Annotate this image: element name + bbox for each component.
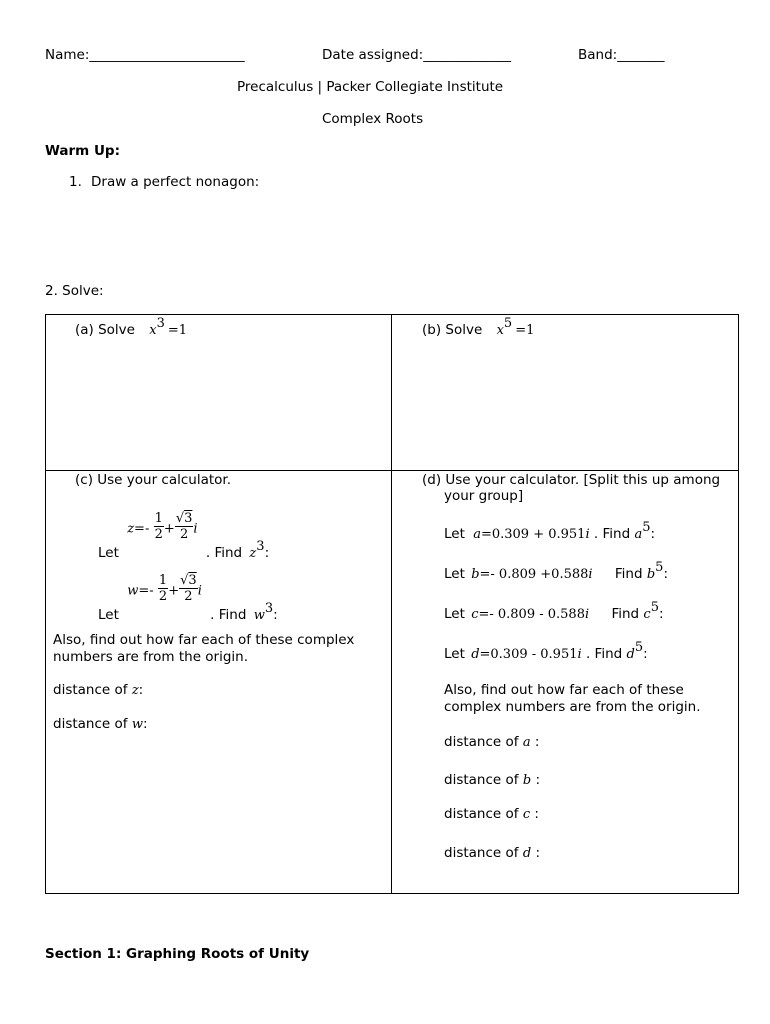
cell-d-let-c: Let c=- 0.809 - 0.588i Find $c^5$: <box>444 600 664 622</box>
cell-d-distance-b: distance of b : <box>444 772 540 788</box>
warmup-heading: Warm Up: <box>45 143 120 159</box>
item-1-number: 1. <box>69 174 82 190</box>
cell-c-label: (c) Use your calculator. <box>75 472 232 488</box>
cell-d-label-line1: (d) Use your calculator. [Split this up among <box>422 472 721 488</box>
cell-c-also-line2: numbers are from the origin. <box>53 649 249 665</box>
cell-c-distance-z: distance of z: <box>53 682 144 698</box>
cell-d-let-a: Let a=0.309 + 0.951i . Find $a^5$: <box>444 520 656 542</box>
cell-b-label: (b) Solve $x^5 =1$ <box>422 316 535 338</box>
cell-d-label-line2: your group] <box>444 488 524 504</box>
table-vertical-divider <box>391 314 392 894</box>
cell-d-distance-d: distance of d : <box>444 845 540 861</box>
date-assigned-label: Date assigned:_____________ <box>322 47 511 63</box>
worksheet-title: Complex Roots <box>322 111 424 127</box>
item-2-text: 2. Solve: <box>45 283 104 299</box>
cell-d-distance-c: distance of c : <box>444 806 539 822</box>
cell-c-also-line1: Also, find out how far each of these complex <box>53 632 355 648</box>
band-label: Band:_______ <box>578 47 665 63</box>
cell-c-distance-w: distance of w: <box>53 716 148 732</box>
cell-d-also-line1: Also, find out how far each of these <box>444 682 684 698</box>
cell-d-let-b: Let b=- 0.809 +0.588i Find $b^5$: <box>444 560 668 582</box>
cell-a-label: (a) Solve $x^3 =1$ <box>75 316 188 338</box>
cell-c-w-definition: Let w=- $\frac{1}{2}$ + $\frac{√3}{2}$ i . Find $w^3$: <box>98 573 278 623</box>
cell-d-distance-a: distance of a : <box>444 734 540 750</box>
section-1-heading: Section 1: Graphing Roots of Unity <box>45 946 310 962</box>
item-1-text: Draw a perfect nonagon: <box>91 174 260 190</box>
cell-d-also-line2: complex numbers are from the origin. <box>444 699 701 715</box>
cell-c-z-definition: Let z=- $\frac{1}{2}$ + $\frac{√3}{2}$ i . Find $z^3$: <box>98 511 270 561</box>
name-field-label: Name:_______________________ <box>45 47 245 63</box>
table-horizontal-divider <box>45 470 739 471</box>
course-title: Precalculus | Packer Collegiate Institute <box>237 79 504 95</box>
cell-d-let-d: Let d=0.309 - 0.951i . Find $d^5$: <box>444 640 648 662</box>
